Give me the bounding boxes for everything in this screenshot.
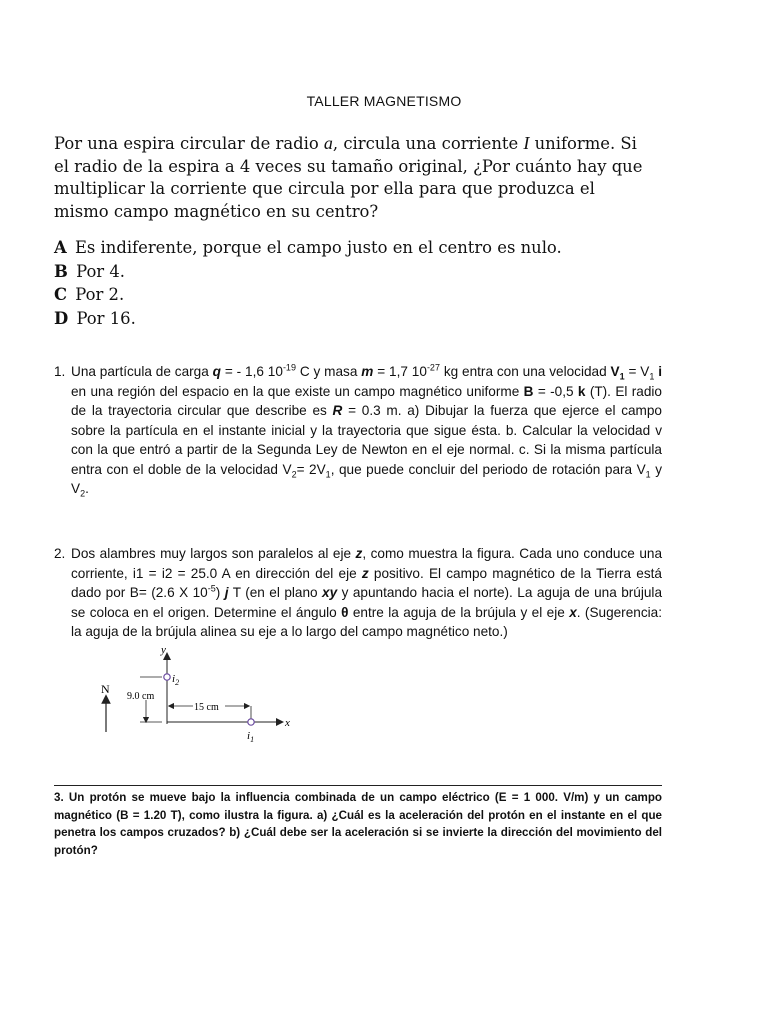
north-label: N bbox=[101, 682, 110, 696]
divider bbox=[54, 785, 662, 786]
option-c: C Por 2. bbox=[54, 285, 125, 304]
x-axis-label: x bbox=[285, 717, 290, 729]
problem-2: 2. Dos alambres muy largos son paralelos al eje z, como muestra la figura. Cada uno conduce una corriente, i1 = i2 = 25.0 A en dirección del eje z positivo. El campo magnético de la Tierra está dado por B= (2.6 X $10^{-5}$) j T (en el plano xy y apuntando hacia el norte). La aguja de una brújula se coloca en el origen. Determine el ángulo θ entre la aguja de la brújula y el eje x. (Sugerencia: la aguja de la brújula alinea su eje a lo largo del campo magnético neto.) bbox=[54, 546, 663, 639]
wire-i1 bbox=[248, 719, 254, 725]
problem-3: 3. Un protón se mueve bajo la influencia combinada de un campo eléctrico (E = 1 000. V/m) y un campo magnético (B = 1.20 T), como ilustra la figura. a) ¿Cuál es la aceleración del protón en el instante en el que penetra los campos cruzados? b) ¿Cuál debe ser la aceleración si se invierte la dirección del movimiento del protón? bbox=[54, 791, 662, 857]
svg-text:i1: $i_1$ bbox=[247, 730, 255, 744]
dist-y-label: 9.0 cm bbox=[127, 691, 155, 702]
page-title: TALLER MAGNETISMO bbox=[306, 93, 462, 109]
svg-text:i2: $i_2$ bbox=[172, 673, 180, 687]
option-d: D Por 16. bbox=[54, 308, 136, 328]
problem-1: 1. Una partícula de carga q = - 1,6 $10^{-19}$ C y masa m = 1,7 $10^{-27}$ kg entra con una velocidad $V_1 = V_1$ i en una región del espacio en la que existe un campo magnético uniforme B = -0,5 k (T). El radio de la trayectoria circular que describe es R = 0.3 m. a) Dibujar la fuerza que ejerce el campo sobre la partícula en el instante inicial y la trayectoria que sigue ésta. b. Calcular la velocidad v con la que entró a partir de la Segunda Ley de Newton en el eje normal. c. Si la misma partícula entra con el doble de la velocidad $V_2= 2V_1$, que puede concluir del periodo de rotación para $V_1$ y $V_2$. bbox=[54, 362, 663, 499]
y-axis-label: y bbox=[161, 644, 166, 656]
wire-i2 bbox=[164, 674, 170, 680]
option-b: B Por 4. bbox=[54, 261, 125, 281]
intro-question: Por una espira circular de radio a, circula una corriente I uniforme. Si el radio de la espira a 4 veces su tamaño original, ¿Por cuánto hay que multiplicar la corriente que circula por ella para que produzca el mismo campo magnético en su centro? bbox=[54, 133, 643, 221]
answer-options bbox=[54, 236, 654, 330]
wires-figure bbox=[96, 642, 316, 746]
dist-x-label: 15 cm bbox=[194, 702, 219, 713]
option-a: A Es indiferente, porque el campo justo en el centro es nulo. bbox=[54, 238, 562, 257]
